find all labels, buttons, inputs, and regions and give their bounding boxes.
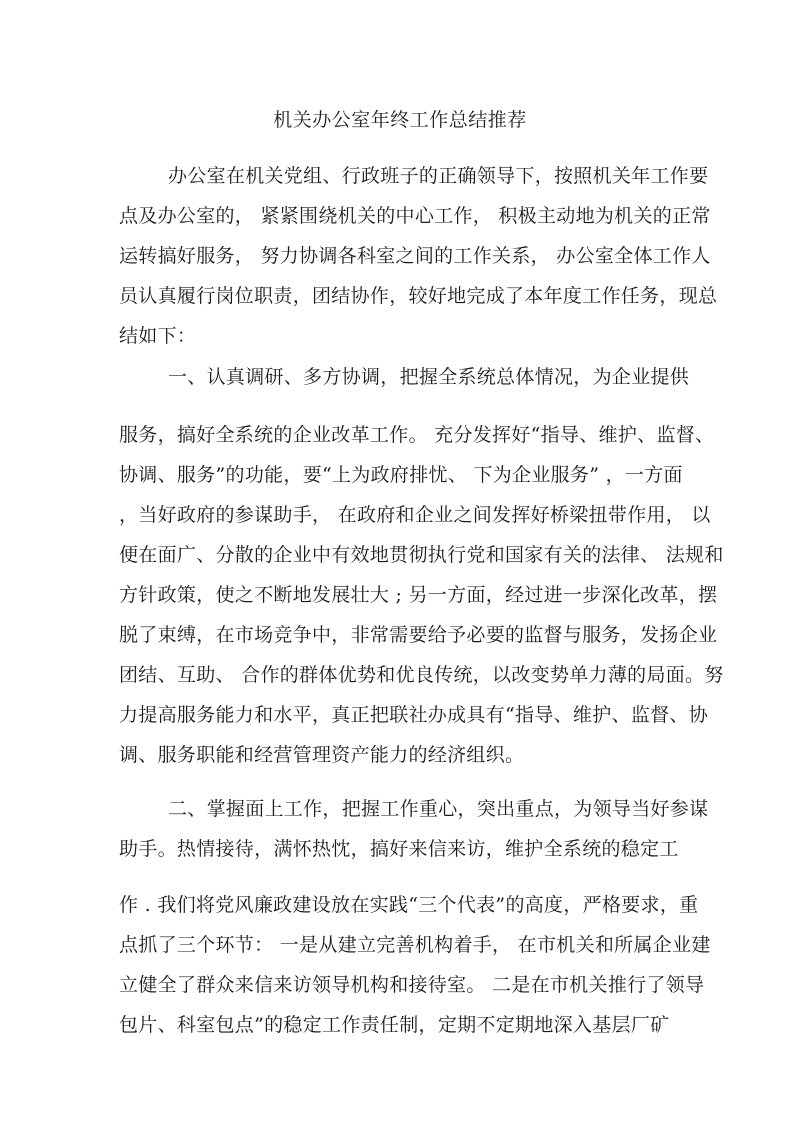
paragraph-line: 便在面广、分散的企业中有效地贯彻执行党和国家有关的法律、 法规和	[119, 544, 724, 566]
paragraph-line: 协调、服务”的功能，要“上为政府排忧、 下为企业服务” ，一方面	[119, 464, 683, 486]
paragraph-line: 立健全了群众来信来访领导机构和接待室。 二是在市机关推行了领导	[119, 974, 705, 996]
paragraph-line: ，当好政府的参谋助手， 在政府和企业之间发挥好桥梁扭带作用， 以	[119, 504, 711, 526]
paragraph-line: 作 . 我们将党风廉政建设放在实践“三个代表”的高度，严格要求，重	[119, 894, 699, 916]
section-heading-line: 二、掌握面上工作，把握工作重心，突出重点，为领导当好参谋	[168, 798, 709, 820]
paragraph-line: 调、服务职能和经营管理资产能力的经济组织。	[119, 744, 525, 766]
paragraph-line: 服务，搞好全系统的企业改革工作。 充分发挥好“指导、维护、监督、	[119, 424, 715, 446]
paragraph-line: 助手。热情接待，满怀热忱，搞好来信来访，维护全系统的稳定工	[119, 838, 679, 860]
paragraph-line: 脱了束缚，在市场竞争中，非常需要给予必要的监督与服务，发扬企业	[119, 624, 718, 646]
paragraph-line: 办公室在机关党组、行政班子的正确领导下，按照机关年工作要	[168, 165, 709, 187]
paragraph-line: 包片、科室包点”的稳定工作责任制，定期不定期地深入基层厂矿	[119, 1014, 670, 1036]
paragraph-line: 运转搞好服务， 努力协调各科室之间的工作关系， 办公室全体工作人	[119, 245, 711, 267]
paragraph-line: 点抓了三个环节： 一是从建立完善机构着手， 在市机关和所属企业建	[119, 934, 711, 956]
paragraph-line: 点及办公室的， 紧紧围绕机关的中心工作， 积极主动地为机关的正常	[119, 205, 711, 227]
document-title: 机关办公室年终工作总结推荐	[273, 109, 527, 131]
paragraph-line: 员认真履行岗位职责，团结协作，较好地完成了本年度工作任务，现总	[119, 285, 718, 307]
paragraph-line: 团结、互助、 合作的群体优势和优良传统，以改变势单力薄的局面。努	[119, 664, 724, 686]
paragraph-line: 方针政策，使之不断地发展壮大 ; 另一方面，经过进一步深化改革，摆	[119, 584, 718, 606]
paragraph-line: 结如下：	[119, 325, 197, 347]
paragraph-line: 力提高服务能力和水平，真正把联社办成具有“指导、维护、监督、协	[119, 704, 709, 726]
section-heading-line: 一、认真调研、多方协调，把握全系统总体情况，为企业提供	[168, 366, 690, 388]
